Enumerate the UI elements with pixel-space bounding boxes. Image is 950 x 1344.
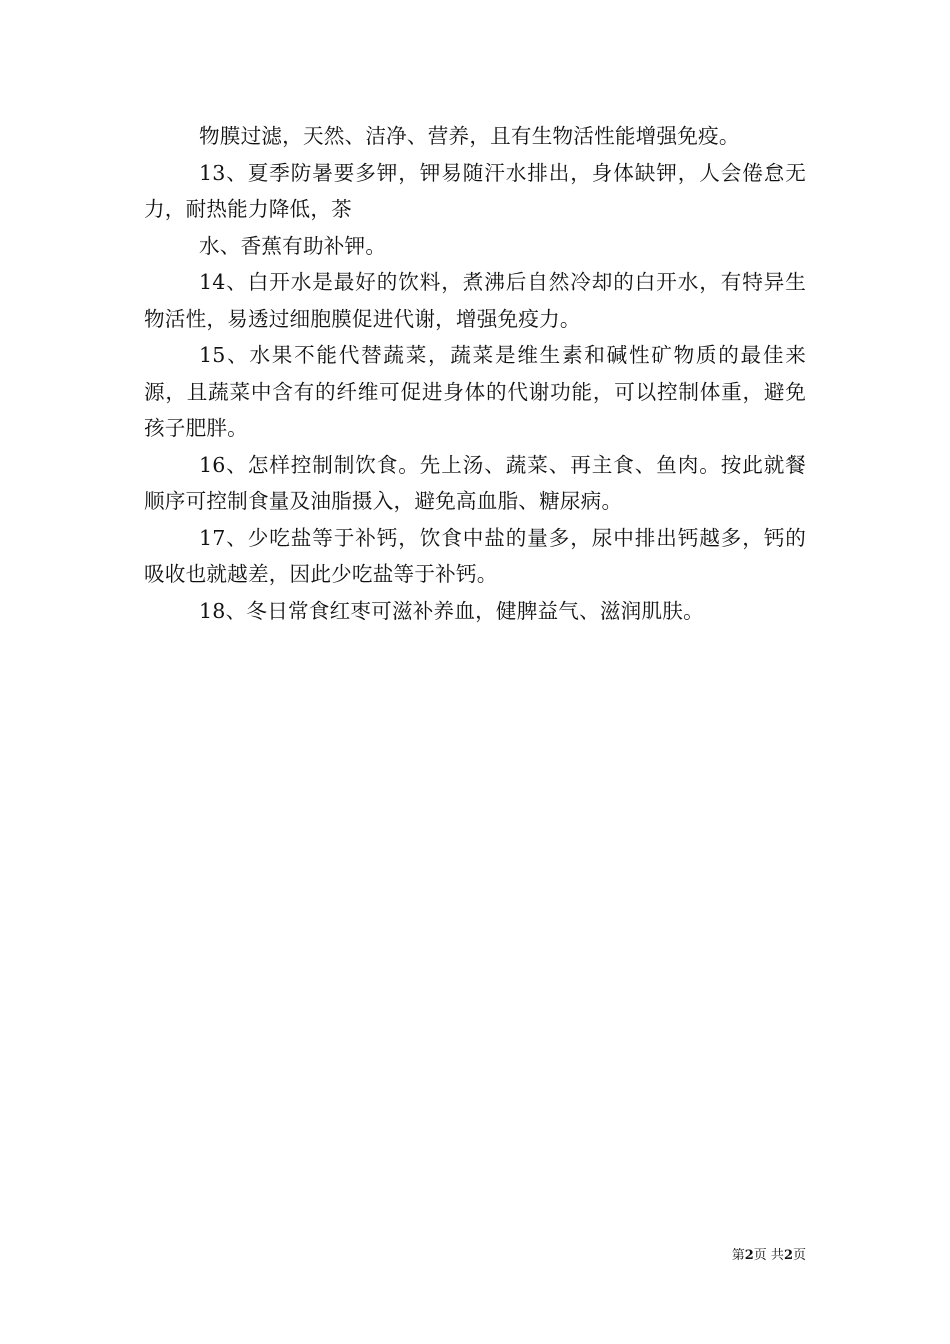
paragraph-7: 17、少吃盐等于补钙，饮食中盐的量多，尿中排出钙越多，钙的吸收也就越差，因此少吃盐等于补钙。 [144,525,806,586]
footer-middle: 页 共 [753,1248,784,1263]
footer-page-number: 2 [744,1248,754,1263]
paragraph-4: 14、白开水是最好的饮料，煮沸后自然冷却的白开水，有特异生物活性，易透过细胞膜促进代谢，增强免疫力。 [144,270,806,331]
paragraph-2: 13、夏季防暑要多钾，钾易随汗水排出，身体缺钾，人会倦怠无力，耐热能力降低，茶 [144,160,806,221]
paragraph-6: 16、怎样控制制饮食。先上汤、蔬菜、再主食、鱼肉。按此就餐顺序可控制食量及油脂摄入，避免高血脂、糖尿病。 [144,452,806,513]
paragraph-3: 水、香蕉有助补钾。 [199,233,387,258]
footer-suffix: 页 [792,1248,806,1263]
paragraph-5: 15、水果不能代替蔬菜，蔬菜是维生素和碱性矿物质的最佳来源，且蔬菜中含有的纤维可促进身体的代谢功能，可以控制体重，避免孩子肥胖。 [144,343,806,440]
footer-prefix: 第 [731,1248,745,1263]
paragraph-8: 18、冬日常食红枣可滋补养血，健脾益气、滋润肌肤。 [199,598,704,623]
paragraph-1: 物膜过滤，天然、洁净、营养，且有生物活性能增强免疫。 [199,124,740,148]
page-footer [732,1248,806,1264]
footer-total-pages: 2 [783,1248,793,1263]
document-body [144,118,806,629]
